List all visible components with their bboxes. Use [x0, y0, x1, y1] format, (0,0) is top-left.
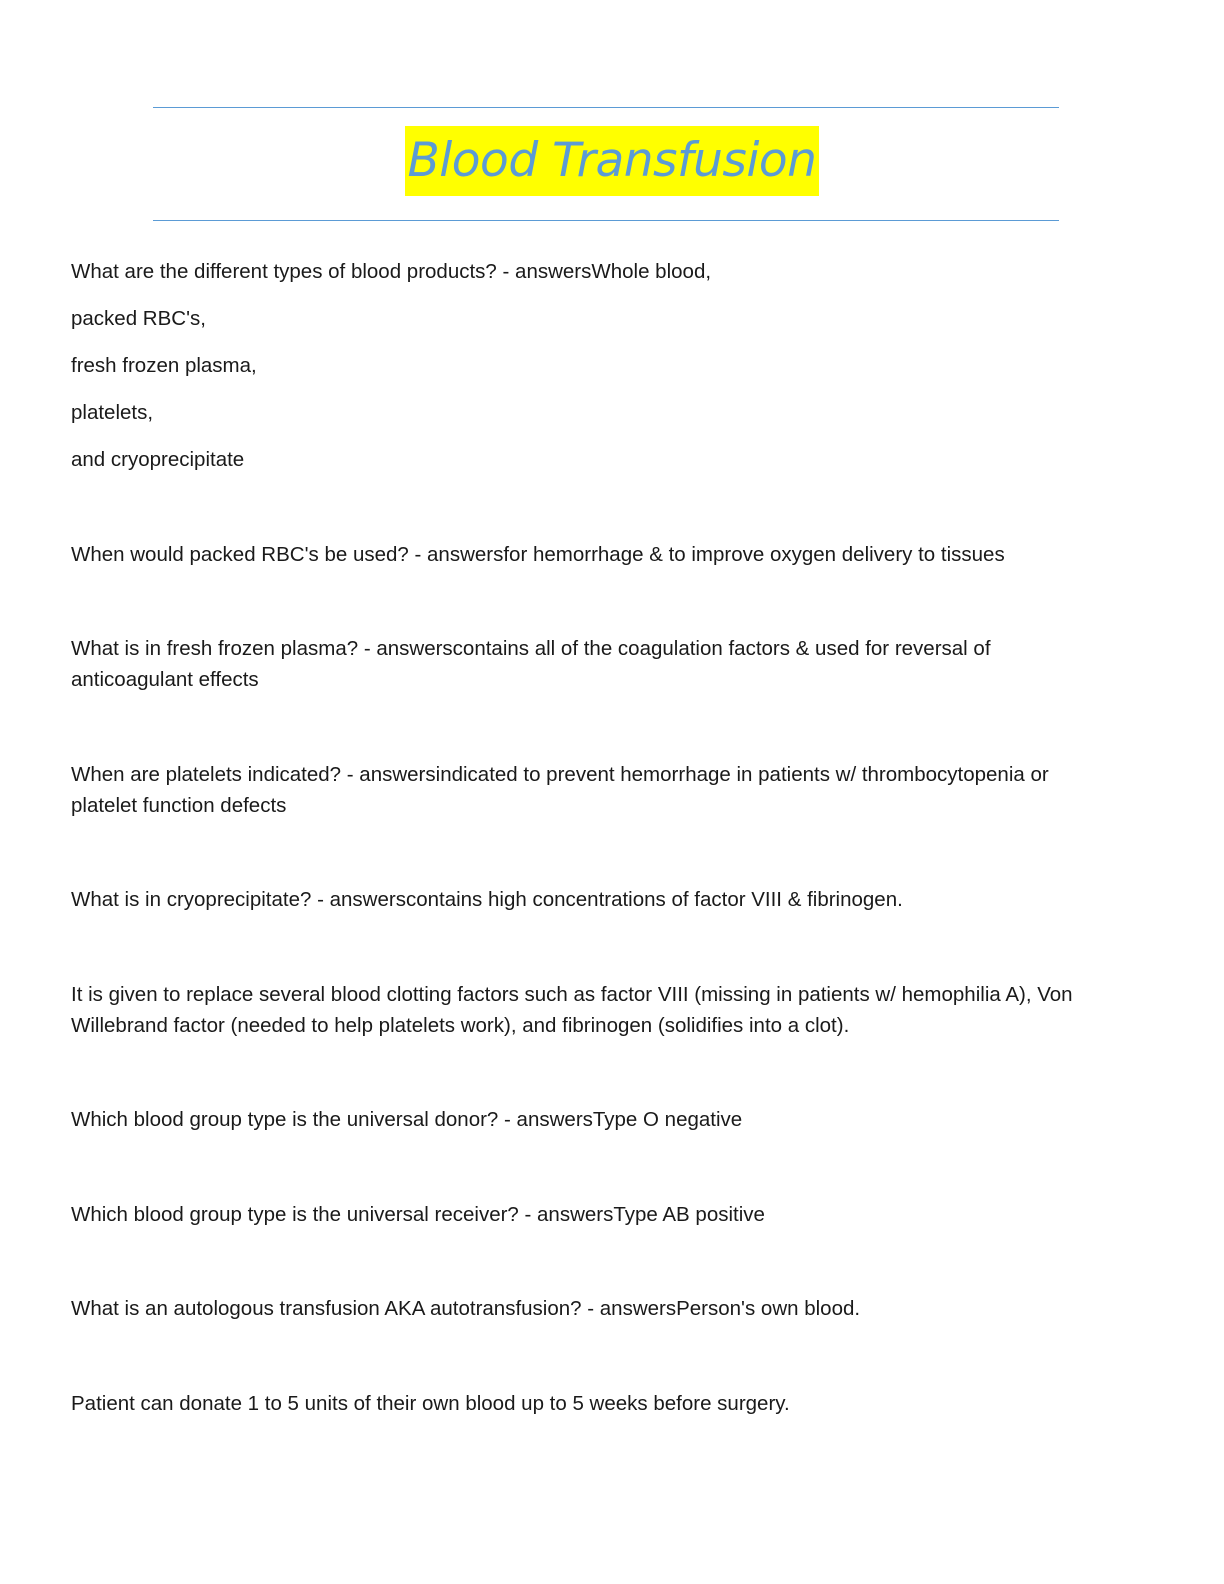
qa-question-packed-rbc: When would packed RBC's be used? - answersfor hemorrhage & to improve oxygen delivery to tissues [71, 543, 1005, 566]
title-top-rule [153, 107, 1059, 108]
qa-continuation-line: platelet function defects [71, 794, 287, 817]
qa-question-universal-receiver: Which blood group type is the universal receiver? - answersType AB positive [71, 1203, 765, 1226]
paragraph-donation-note: Patient can donate 1 to 5 units of their own blood up to 5 weeks before surgery. [71, 1392, 790, 1415]
qa-answer-line: and cryoprecipitate [71, 448, 245, 471]
paragraph-clotting-factors: It is given to replace several blood clotting factors such as factor VIII (missing in patients w/ hemophilia A), Von [71, 983, 1073, 1006]
qa-question-ffp: What is in fresh frozen plasma? - answerscontains all of the coagulation factors & used for reversal of [71, 637, 991, 660]
qa-question-blood-products: What are the different types of blood products? - answersWhole blood, [71, 260, 712, 283]
title-block [0, 126, 1224, 196]
qa-question-platelets: When are platelets indicated? - answersindicated to prevent hemorrhage in patients w/ thrombocytopenia or [71, 763, 1049, 786]
qa-answer-line: fresh frozen plasma, [71, 354, 257, 377]
qa-question-universal-donor: Which blood group type is the universal donor? - answersType O negative [71, 1108, 743, 1131]
qa-continuation-line: anticoagulant effects [71, 668, 259, 691]
document-title: Blood Transfusion [405, 126, 820, 196]
title-bottom-rule [153, 220, 1059, 221]
qa-continuation-line: Willebrand factor (needed to help platelets work), and fibrinogen (solidifies into a clot). [71, 1014, 850, 1037]
qa-question-cryo: What is in cryoprecipitate? - answerscontains high concentrations of factor VIII & fibrinogen. [71, 888, 903, 911]
qa-question-autologous: What is an autologous transfusion AKA autotransfusion? - answersPerson's own blood. [71, 1297, 861, 1320]
qa-answer-line: packed RBC's, [71, 307, 206, 330]
qa-answer-line: platelets, [71, 401, 154, 424]
